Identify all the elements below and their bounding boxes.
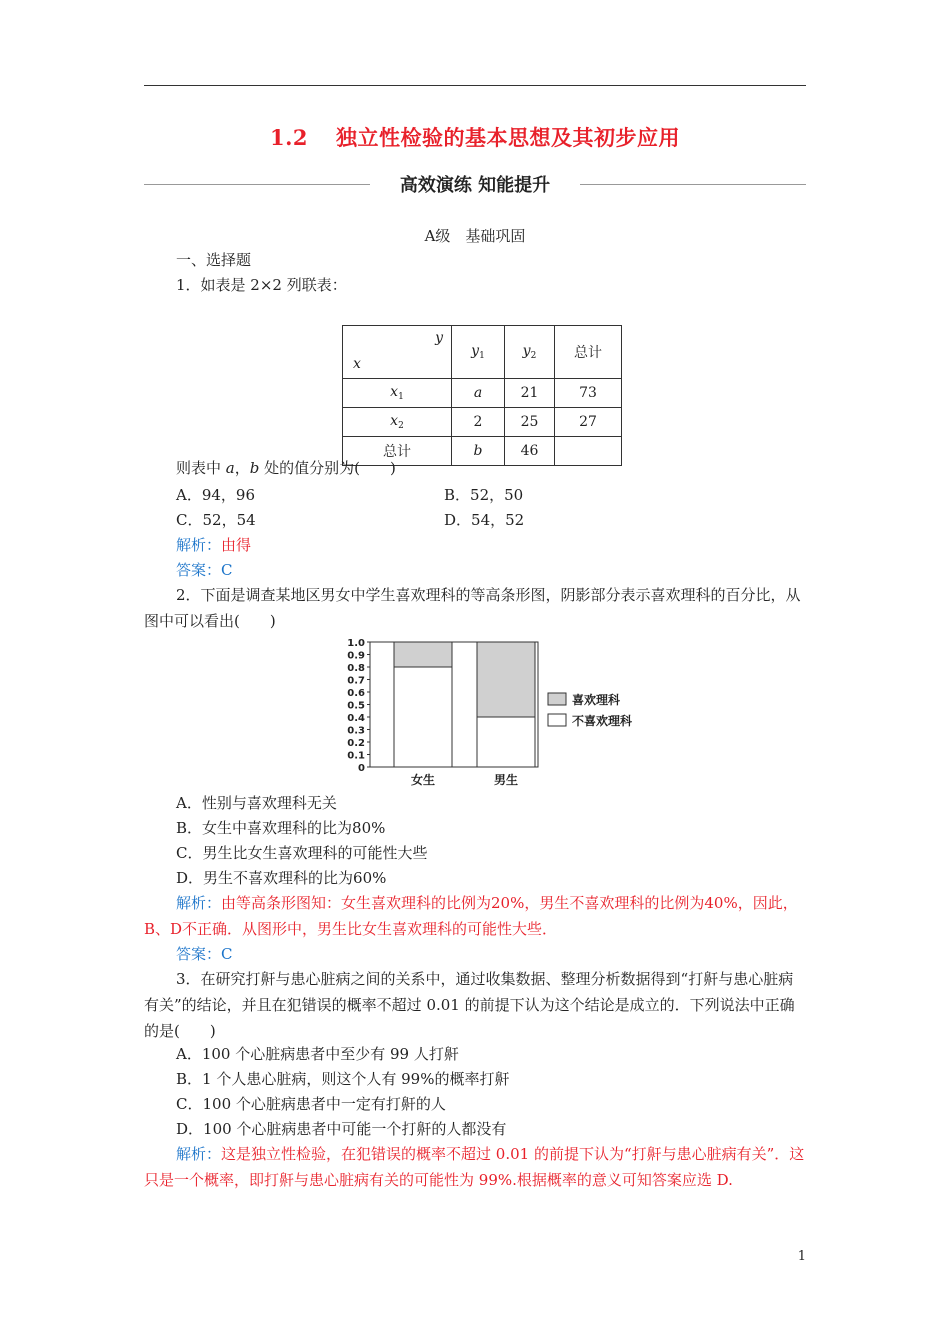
page-number: 1 <box>797 1249 806 1264</box>
bar-segment <box>394 642 452 667</box>
legend-label: 喜欢理科 <box>572 693 621 707</box>
q3-option-d: D．100 个心脏病患者中可能一个打鼾的人都没有 <box>176 1120 507 1138</box>
cell: 21 <box>505 379 555 408</box>
q3-analysis: 解析：这是独立性检验，在犯错误的概率不超过 0.01 的前提下认为“打鼾与患心脏病有关”．这只是一个概率，即打鼾与患心脏病有关的可能性为 99%.根据概率的意义可知答案应选 D. <box>144 1145 805 1189</box>
q3-option-c: C．100 个心脏病患者中一定有打鼾的人 <box>176 1095 446 1113</box>
q1-question: 则表中 a，b 处的值分别为( ) <box>176 459 396 477</box>
x-tick-label: 女生 <box>410 773 436 787</box>
legend-label: 不喜欢理科 <box>572 714 633 728</box>
table-row <box>343 379 622 408</box>
row-label-x2: $x_2$ <box>343 408 452 437</box>
row-label-total: 总计 <box>343 437 452 466</box>
section-number: 1.2 <box>269 125 309 150</box>
q3-option-a: A．100 个心脏病患者中至少有 99 人打鼾 <box>176 1045 459 1063</box>
corner-x: x <box>353 356 361 372</box>
cell: 73 <box>555 379 622 408</box>
col-header-y2: $y_2$ <box>505 326 555 379</box>
bar-segment <box>477 717 535 767</box>
y-tick-label: 0.5 <box>347 700 365 712</box>
table-header-row <box>343 326 622 379</box>
q1-stem: 1．如表是 2×2 列联表： <box>176 276 347 294</box>
cell: b <box>452 437 505 466</box>
q1-answer: 答案：C <box>176 561 233 579</box>
contingency-table <box>342 325 622 466</box>
q1-option-c: C．52，54 <box>176 511 256 529</box>
y-tick-label: 0.3 <box>347 725 365 737</box>
legend-swatch <box>548 693 566 705</box>
y-tick-label: 0.7 <box>347 675 365 687</box>
cell <box>555 437 622 466</box>
legend-swatch <box>548 714 566 726</box>
page-title <box>0 122 950 152</box>
q3-option-b: B．1 个人患心脏病，则这个人有 99%的概率打鼾 <box>176 1070 510 1088</box>
q2-answer: 答案：C <box>176 945 233 963</box>
q2-option-d: D．男生不喜欢理科的比为60% <box>176 869 387 887</box>
bar-segment <box>477 642 535 717</box>
q2-stem: 2．下面是调查某地区男女中学生喜欢理科的等高条形图，阴影部分表示喜欢理科的百分比，从图中可以看出( ) <box>144 586 801 630</box>
table-corner-cell <box>343 326 452 379</box>
level-heading: A级 基础巩固 <box>424 227 526 245</box>
row-label-x1: $x_1$ <box>343 379 452 408</box>
bar-segment <box>394 667 452 767</box>
cell: 25 <box>505 408 555 437</box>
y-tick-label: 0 <box>358 763 365 774</box>
q2-option-c: C．男生比女生喜欢理科的可能性大些 <box>176 844 428 862</box>
col-header-y1: $y_1$ <box>452 326 505 379</box>
y-tick-label: 0.2 <box>347 738 365 749</box>
y-tick-label: 0.9 <box>347 650 365 662</box>
y-tick-label: 0.8 <box>347 663 365 674</box>
subtitle: 高效演练 知能提升 <box>399 175 551 196</box>
q1-option-b: B．52，50 <box>444 486 524 504</box>
y-tick-label: 0.4 <box>347 713 365 724</box>
table-row <box>343 408 622 437</box>
y-tick-label: 1.0 <box>347 638 365 649</box>
q1-option-a: A．94，96 <box>176 486 256 504</box>
title-text: 独立性检验的基本思想及其初步应用 <box>336 125 681 150</box>
cell: 46 <box>505 437 555 466</box>
q1-analysis: 解析：由得 <box>176 536 252 554</box>
q2-analysis: 解析：由等高条形图知：女生喜欢理科的比例为20%，男生不喜欢理科的比例为40%，因此，B、D不正确．从图形中，男生比女生喜欢理科的可能性大些． <box>144 894 798 938</box>
y-tick-label: 0.1 <box>347 750 365 762</box>
section-heading: 一、选择题 <box>176 251 252 269</box>
x-tick-label: 男生 <box>493 773 519 787</box>
col-header-total: 总计 <box>555 326 622 379</box>
cell: 27 <box>555 408 622 437</box>
cell: a <box>452 379 505 408</box>
corner-y: y <box>435 330 443 346</box>
q2-option-b: B．女生中喜欢理科的比为80% <box>176 819 386 837</box>
top-rule <box>144 85 806 86</box>
stacked-bar-chart <box>335 632 645 792</box>
q2-option-a: A．性别与喜欢理科无关 <box>176 794 337 812</box>
cell: 2 <box>452 408 505 437</box>
q1-option-d: D．54，52 <box>444 511 525 529</box>
y-tick-label: 0.6 <box>347 688 365 699</box>
q3-stem: 3．在研究打鼾与患心脏病之间的关系中，通过收集数据、整理分析数据得到“打鼾与患心脏病有关”的结论，并且在犯错误的概率不超过 0.01 的前提下认为这个结论是成立的．下列说法中正确的是( ) <box>144 970 795 1040</box>
